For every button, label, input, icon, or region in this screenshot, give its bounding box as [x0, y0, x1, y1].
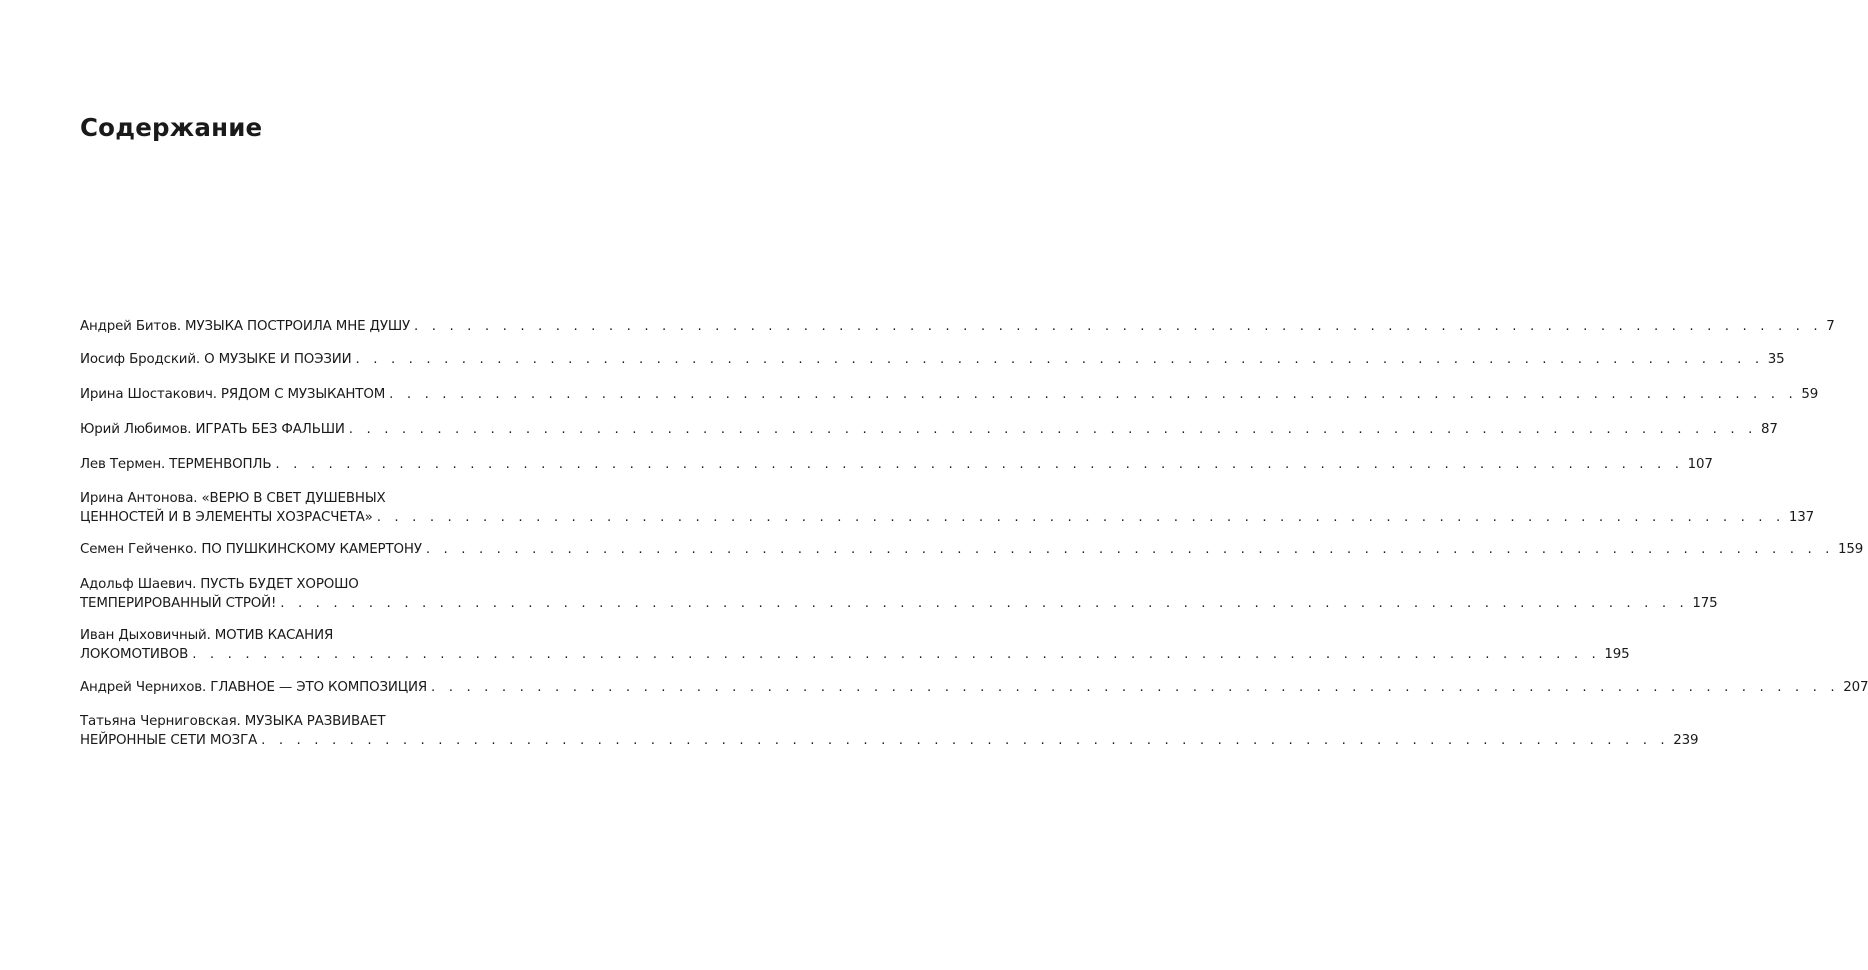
toc-line [80, 456, 1713, 474]
toc-entry-title: ЛОКОМОТИВОВ [80, 647, 189, 662]
toc-page-number: 35 [1767, 352, 1785, 367]
dot-leader: . . . . . . . . . . . . . . . . . . . . . . . . . . . . . . . . . . . . . . . . . . . . . . . . . . . . . . . . . . . . . . . . . . . . . . . . . . . . . . . . [376, 510, 1785, 525]
toc-entry-title: Андрей Битов. МУЗЫКА ПОСТРОИЛА МНЕ ДУШУ [80, 319, 411, 334]
toc-entry-title: Ирина Шостакович. РЯДОМ С МУЗЫКАНТОМ [80, 387, 386, 402]
dot-leader: . . . . . . . . . . . . . . . . . . . . . . . . . . . . . . . . . . . . . . . . . . . . . . . . . . . . . . . . . . . . . . . . . . . . . . . . . . . . . . . . [431, 680, 1840, 695]
toc-entry-title: Татьяна Черниговская. МУЗЫКА РАЗВИВАЕТ [80, 714, 386, 729]
toc-line [80, 627, 496, 645]
toc-entry-title: ЦЕННОСТЕЙ И В ЭЛЕМЕНТЫ ХОЗРАСЧЕТА» [80, 510, 373, 525]
toc-entry [80, 541, 1864, 559]
toc-line [80, 541, 1864, 559]
toc-entry-title: НЕЙРОННЫЕ СЕТИ МОЗГА [80, 733, 258, 748]
toc-line [80, 679, 1868, 697]
toc-entry-title: Андрей Чернихов. ГЛАВНОЕ — ЭТО КОМПОЗИЦИЯ [80, 680, 428, 695]
dot-leader: . . . . . . . . . . . . . . . . . . . . . . . . . . . . . . . . . . . . . . . . . . . . . . . . . . . . . . . . . . . . . . . . . . . . . . . . . . . . . . . . [389, 387, 1798, 402]
toc-entry [80, 386, 1819, 404]
page-title: Содержание [80, 113, 263, 142]
toc-entry [80, 576, 1718, 613]
toc-page-number: 87 [1760, 422, 1778, 437]
toc-entry [80, 490, 1814, 527]
toc-page-number: 107 [1687, 457, 1713, 472]
toc-line [80, 595, 1718, 613]
toc-entry-title: Адольф Шаевич. ПУСТЬ БУДЕТ ХОРОШО [80, 577, 359, 592]
toc-line [80, 351, 1785, 369]
toc-entry [80, 318, 1835, 336]
toc-entry-title: Юрий Любимов. ИГРАТЬ БЕЗ ФАЛЬШИ [80, 422, 345, 437]
toc-line [80, 576, 496, 594]
toc-entry [80, 713, 1699, 750]
dot-leader: . . . . . . . . . . . . . . . . . . . . . . . . . . . . . . . . . . . . . . . . . . . . . . . . . . . . . . . . . . . . . . . . . . . . . . . . . . . . . . . . [280, 596, 1689, 611]
toc-page-number: 59 [1801, 387, 1819, 402]
toc-entry-title: Иван Дыховичный. МОТИВ КАСАНИЯ [80, 628, 334, 643]
toc-entry [80, 627, 1630, 664]
toc-line [80, 386, 1819, 404]
toc-line [80, 713, 496, 731]
toc-entry-title: Иосиф Бродский. О МУЗЫКЕ И ПОЭЗИИ [80, 352, 352, 367]
toc-entry-title: Ирина Антонова. «ВЕРЮ В СВЕТ ДУШЕВНЫХ [80, 491, 386, 506]
toc-line [80, 646, 1630, 664]
toc-entry [80, 421, 1778, 439]
toc-line [80, 490, 496, 508]
toc-line [80, 732, 1699, 750]
toc-entry-title: ТЕМПЕРИРОВАННЫЙ СТРОЙ! [80, 596, 277, 611]
toc-entry-title: Лев Термен. ТЕРМЕНВОПЛЬ [80, 457, 272, 472]
dot-leader: . . . . . . . . . . . . . . . . . . . . . . . . . . . . . . . . . . . . . . . . . . . . . . . . . . . . . . . . . . . . . . . . . . . . . . . . . . . . . . . . [414, 319, 1823, 334]
dot-leader: . . . . . . . . . . . . . . . . . . . . . . . . . . . . . . . . . . . . . . . . . . . . . . . . . . . . . . . . . . . . . . . . . . . . . . . . . . . . . . . . [348, 422, 1757, 437]
toc-page-number: 207 [1843, 680, 1868, 695]
toc-entry [80, 456, 1713, 474]
toc-entry [80, 351, 1785, 369]
toc-line [80, 318, 1835, 336]
toc-page-number: 7 [1826, 319, 1835, 334]
dot-leader: . . . . . . . . . . . . . . . . . . . . . . . . . . . . . . . . . . . . . . . . . . . . . . . . . . . . . . . . . . . . . . . . . . . . . . . . . . . . . . . . [192, 647, 1601, 662]
dot-leader: . . . . . . . . . . . . . . . . . . . . . . . . . . . . . . . . . . . . . . . . . . . . . . . . . . . . . . . . . . . . . . . . . . . . . . . . . . . . . . . . [261, 733, 1670, 748]
dot-leader: . . . . . . . . . . . . . . . . . . . . . . . . . . . . . . . . . . . . . . . . . . . . . . . . . . . . . . . . . . . . . . . . . . . . . . . . . . . . . . . . [275, 457, 1684, 472]
toc-page-number: 137 [1788, 510, 1814, 525]
toc-entry-title: Семен Гейченко. ПО ПУШКИНСКОМУ КАМЕРТОНУ [80, 542, 422, 557]
toc-page-number: 195 [1604, 647, 1630, 662]
dot-leader: . . . . . . . . . . . . . . . . . . . . . . . . . . . . . . . . . . . . . . . . . . . . . . . . . . . . . . . . . . . . . . . . . . . . . . . . . . . . . . . . [355, 352, 1764, 367]
toc-entry [80, 679, 1868, 697]
dot-leader: . . . . . . . . . . . . . . . . . . . . . . . . . . . . . . . . . . . . . . . . . . . . . . . . . . . . . . . . . . . . . . . . . . . . . . . . . . . . . . . . [425, 542, 1835, 557]
toc-line [80, 421, 1778, 439]
toc-page-number: 175 [1692, 596, 1718, 611]
toc-line [80, 509, 1814, 527]
toc-page-number: 239 [1673, 733, 1699, 748]
toc-page-number: 159 [1838, 542, 1864, 557]
